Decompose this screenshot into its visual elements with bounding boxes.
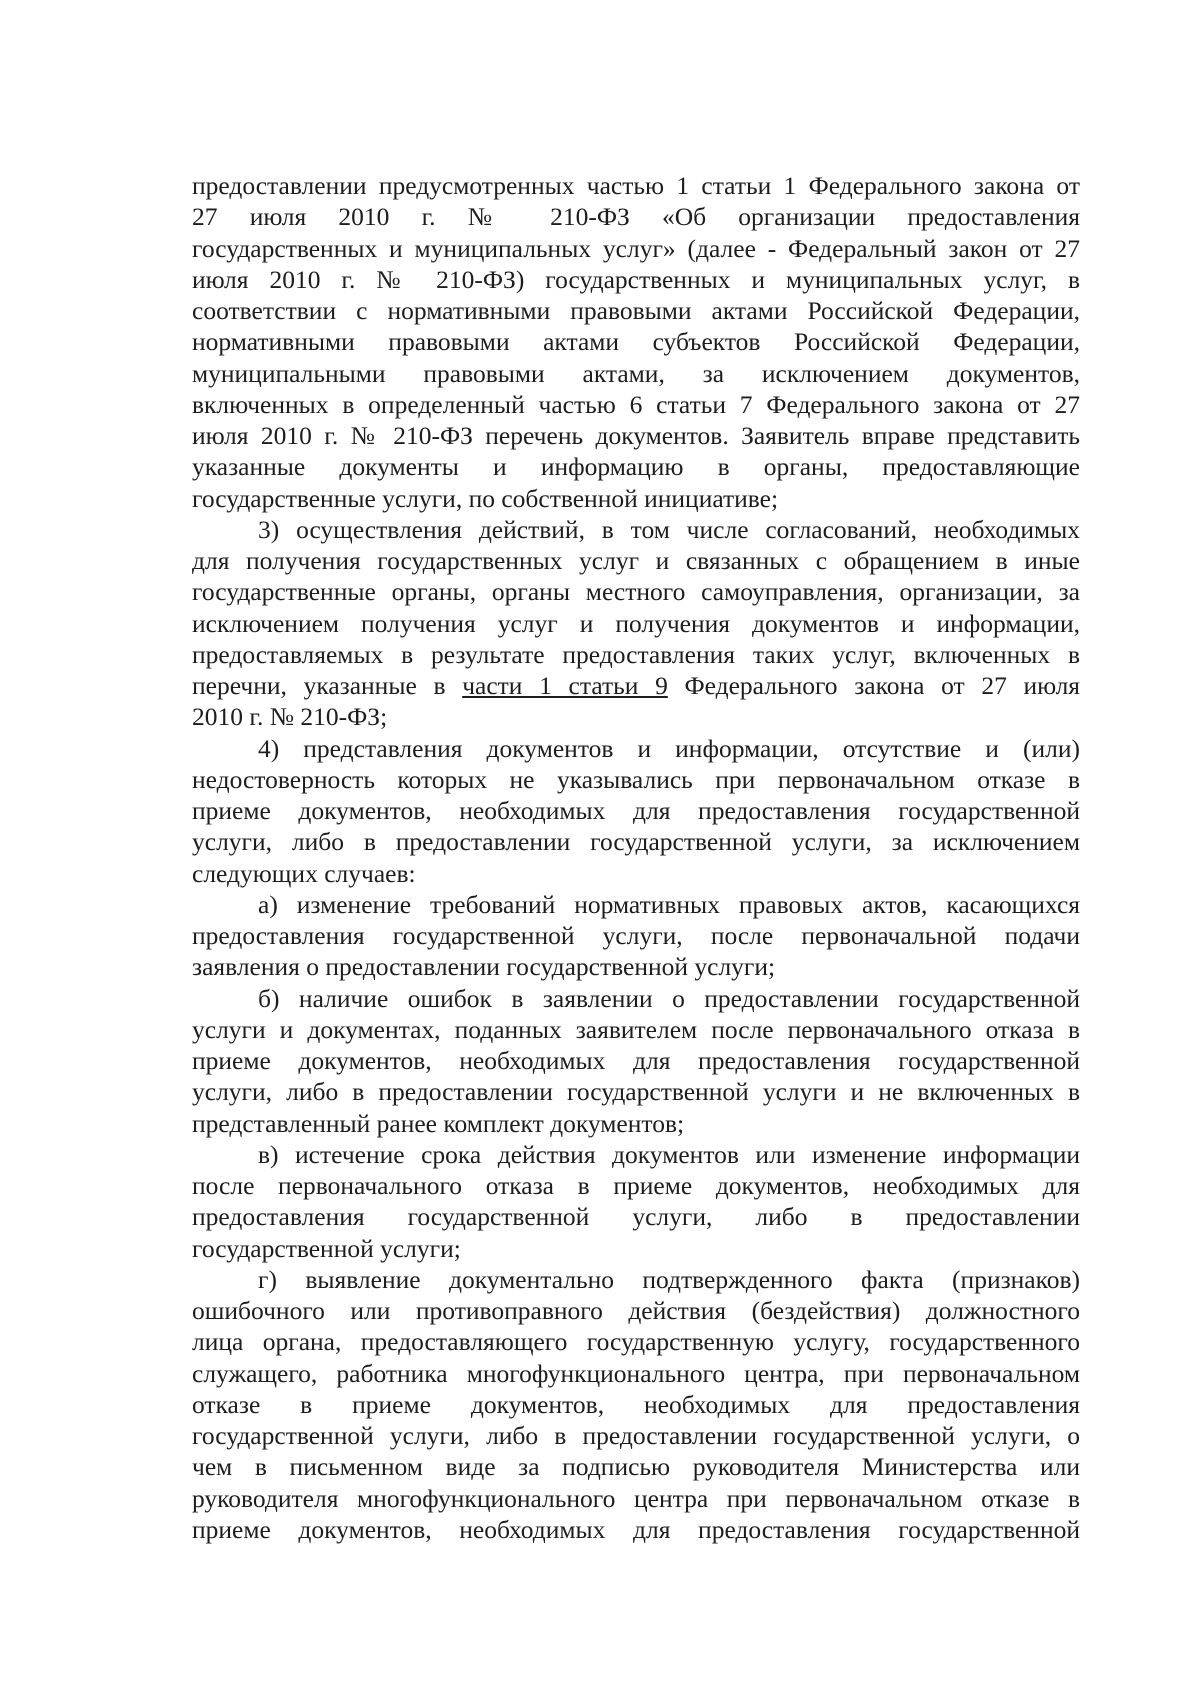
text-line: нормативными правовыми актами субъектов Российской Федерации, xyxy=(192,327,1080,357)
text-line: 3) осуществления действий, в том числе согласований, необходимых xyxy=(258,514,1080,544)
text-line: недостоверность которых не указывались при первоначальном отказе в xyxy=(192,764,1080,794)
subparagraph-v xyxy=(192,1139,1080,1264)
text-line: июля 2010 г. № 210-ФЗ) государственных и муниципальных услуг, в xyxy=(192,264,1080,294)
text-line: для получения государственных услуг и связанных с обращением в иные xyxy=(192,546,1080,575)
text-line: служащего, работника многофункционального центра, при первоначальном xyxy=(192,1358,1080,1388)
text-line: представленный ранее комплект документов; xyxy=(192,1108,685,1138)
text-line xyxy=(192,670,1080,701)
text-line: 4) представления документов и информации, отсутствие и (или) xyxy=(258,733,1080,763)
text-line: услуги, либо в предоставлении государственной услуги и не включенных в xyxy=(192,1077,1080,1107)
law-reference-link[interactable]: части 1 статьи 9 xyxy=(462,671,668,700)
subparagraph-b xyxy=(192,983,1080,1139)
text-line: предоставления государственной услуги, после первоначальной подачи xyxy=(192,921,1080,950)
text-line: исключением получения услуг и получения документов и информации, xyxy=(192,608,1080,638)
text-line: а) изменение требований нормативных правовых актов, касающихся xyxy=(258,889,1080,919)
text-line: г) выявление документально подтвержденного факта (признаков) xyxy=(258,1264,1080,1294)
text-line: руководителя многофункционального центра при первоначальном отказе в xyxy=(192,1483,1080,1513)
text-line: следующих случаев: xyxy=(192,858,416,888)
text-line: предоставлении предусмотренных частью 1 статьи 1 Федерального закона от xyxy=(192,171,1080,200)
text-line: 2010 г. № 210-ФЗ; xyxy=(192,702,388,732)
text-line: предоставления государственной услуги, либо в предоставлении xyxy=(192,1202,1080,1232)
paragraph-item-3 xyxy=(192,514,1080,733)
text-segment: Федерального закона от 27 июля xyxy=(684,671,1081,700)
paragraph-item-4 xyxy=(192,733,1080,889)
text-line: в) истечение срока действия документов или изменение информации xyxy=(258,1139,1080,1169)
text-segment: перечни, указанные в xyxy=(192,671,446,700)
text-line: чем в письменном виде за подписью руководителя Министерства или xyxy=(192,1452,1080,1482)
text-line: услуги и документах, поданных заявителем после первоначального отказа в xyxy=(192,1014,1080,1044)
text-line: государственной услуги; xyxy=(192,1233,461,1263)
text-line: после первоначального отказа в приеме документов, необходимых для xyxy=(192,1171,1080,1200)
text-line: муниципальными правовыми актами, за исключением документов, xyxy=(192,358,1080,388)
text-line: ошибочного или противоправного действия (бездействия) должностного xyxy=(192,1296,1080,1325)
paragraph-continuation xyxy=(192,170,1080,514)
text-line: приеме документов, необходимых для предоставления государственной xyxy=(192,1514,1080,1544)
text-line: государственные услуги, по собственной инициативе; xyxy=(192,483,779,513)
text-line: указанные документы и информацию в органы, предоставляющие xyxy=(192,452,1080,482)
text-line: соответствии с нормативными правовыми актами Российской Федерации, xyxy=(192,296,1080,325)
subparagraph-g xyxy=(192,1264,1080,1545)
text-line: государственной услуги, либо в предоставлении государственной услуги, о xyxy=(192,1421,1080,1450)
text-line: включенных в определенный частью 6 статьи 7 Федерального закона от 27 xyxy=(192,389,1080,419)
document-page xyxy=(192,170,1080,1545)
text-line: лица органа, предоставляющего государственную услугу, государственного xyxy=(192,1327,1080,1357)
text-line: приеме документов, необходимых для предоставления государственной xyxy=(192,796,1080,825)
text-line: приеме документов, необходимых для предоставления государственной xyxy=(192,1046,1080,1075)
text-line: государственных и муниципальных услуг» (далее - Федеральный закон от 27 xyxy=(192,233,1080,263)
text-line: услуги, либо в предоставлении государственной услуги, за исключением xyxy=(192,827,1080,857)
text-line: заявления о предоставлении государственной услуги; xyxy=(192,952,776,982)
subparagraph-a xyxy=(192,889,1080,983)
text-line: предоставляемых в результате предоставления таких услуг, включенных в xyxy=(192,639,1080,669)
text-line: б) наличие ошибок в заявлении о предоставлении государственной xyxy=(258,983,1080,1013)
text-line: июля 2010 г. № 210-ФЗ перечень документов. Заявитель вправе представить xyxy=(192,421,1080,450)
text-line: государственные органы, органы местного самоуправления, организации, за xyxy=(192,577,1080,607)
text-line: отказе в приеме документов, необходимых для предоставления xyxy=(192,1389,1080,1419)
text-line: 27 июля 2010 г. № 210-ФЗ «Об организации предоставления xyxy=(192,202,1080,232)
